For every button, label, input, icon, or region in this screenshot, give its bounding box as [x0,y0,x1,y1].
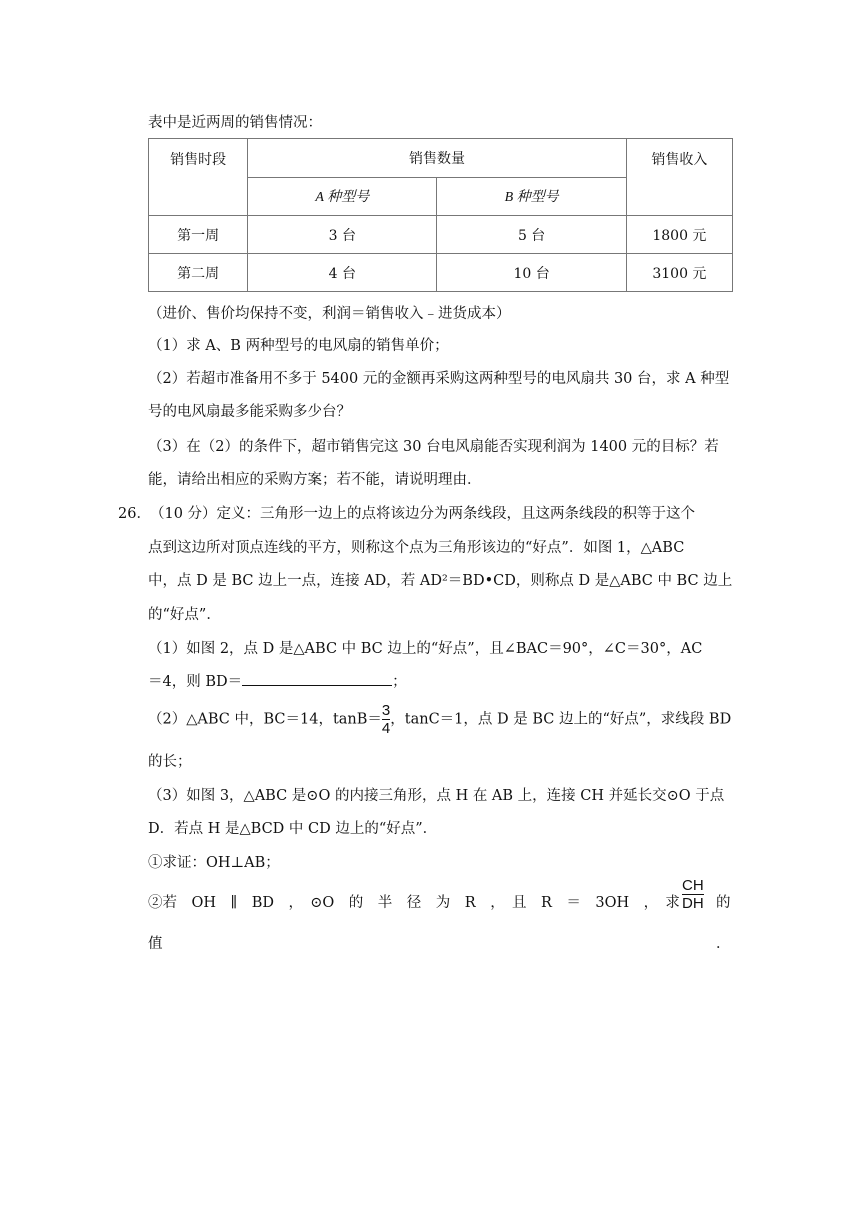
header-model-b: B 种型号 [437,177,626,216]
sub-1-line1: （1）如图 2，点 D 是△ABC 中 BC 边上的“好点”，且∠BAC＝90°，∠C＝30°，AC [148,641,703,657]
question-2-line1: （2）若超市准备用不多于 5400 元的金额再采购这两种型号的电风扇共 30 台，求 A 种型 [148,371,730,387]
sub-2-line2: 的长； [148,754,192,770]
circled-two-mark: ② [148,895,163,911]
sub-2-text-b: ，tanC＝1，点 D 是 BC 边上的“好点”，求线段 BD [390,711,732,728]
problem-26-line3: 中，点 D 是 BC 边上一点，连接 AD，若 AD²＝BD•CD，则称点 D 是△ABC 中 BC 边上 [148,573,733,589]
fraction-numerator: CH [682,877,704,894]
answer-blank[interactable] [242,671,392,686]
fraction-numerator: 3 [381,702,391,719]
cell-income: 3100 元 [626,254,732,292]
sub-3-part-ii-end: 的 [716,895,731,911]
problem-26-line4: 的“好点”． [148,607,221,623]
sub-2-text-a: （2）△ABC 中，BC＝14，tanB＝ [148,711,382,728]
header-model-a: A 种型号 [248,177,437,216]
sub-1-line2 [148,670,407,691]
intro-text: 表中是近两周的销售情况： [148,115,322,131]
cell-income: 1800 元 [626,216,732,254]
sub-3-part-ii-line1 [148,891,680,912]
cell-b: 10 台 [437,254,626,292]
table-row [149,254,733,292]
question-3-line1: （3）在（2）的条件下，超市销售完这 30 台电风扇能否实现利润为 1400 元的目标？若 [148,439,719,455]
problem-26-line1: （10 分）定义：三角形一边上的点将该边分为两条线段，且这两条线段的积等于这个 [150,506,696,522]
cell-period: 第二周 [149,254,248,292]
problem-26-line2: 点到这边所对顶点连线的平方，则称这个点为三角形该边的“好点”．如图 1，△ABC [148,540,685,556]
note-text: （进价、售价均保持不变，利润＝销售收入﹣进货成本） [148,306,511,322]
sales-table [148,138,733,292]
sub-3-part-ii-line2-end: ． [716,936,731,952]
sub-3-part-ii-line2: 值 [148,936,163,952]
question-2-line2: 号的电风扇最多能采购多少台？ [148,404,351,420]
circled-one-mark: ① [148,855,163,871]
header-period: 销售时段 [149,139,248,216]
fraction-three-fourths [382,703,390,736]
sub-1-end: ； [392,674,407,690]
sub-3-line2: D．若点 H 是△BCD 中 CD 边上的“好点”． [148,821,438,837]
fraction-denominator: 4 [381,720,391,737]
cell-a: 3 台 [248,216,437,254]
fraction-ch-dh [682,878,704,911]
sub-3-part-ii-text: 若 OH ∥ BD ， ⊙O 的 半 径 为 R ， 且 R ＝ 3OH ， 求 [162,895,680,911]
sub-1-text: ＝4，则 BD＝ [148,674,243,690]
sub-3-part-i [148,851,280,872]
cell-period: 第一周 [149,216,248,254]
table-row [149,216,733,254]
cell-b: 5 台 [437,216,626,254]
cell-a: 4 台 [248,254,437,292]
question-1: （1）求 A、B 两种型号的电风扇的销售单价； [148,338,449,354]
header-quantity: 销售数量 [248,139,627,178]
fraction-denominator: DH [682,895,704,912]
header-income: 销售收入 [626,139,732,216]
sub-3-part-i-text: 求证：OH⊥AB； [162,855,280,871]
problem-26-number: 26． [118,506,151,522]
sub-3-line1: （3）如图 3，△ABC 是⊙O 的内接三角形，点 H 在 AB 上，连接 CH 并延长交⊙O 于点 [148,788,725,804]
question-3-line2: 能，请给出相应的采购方案；若不能，请说明理由． [148,472,482,488]
sub-2-line1 [148,703,731,736]
